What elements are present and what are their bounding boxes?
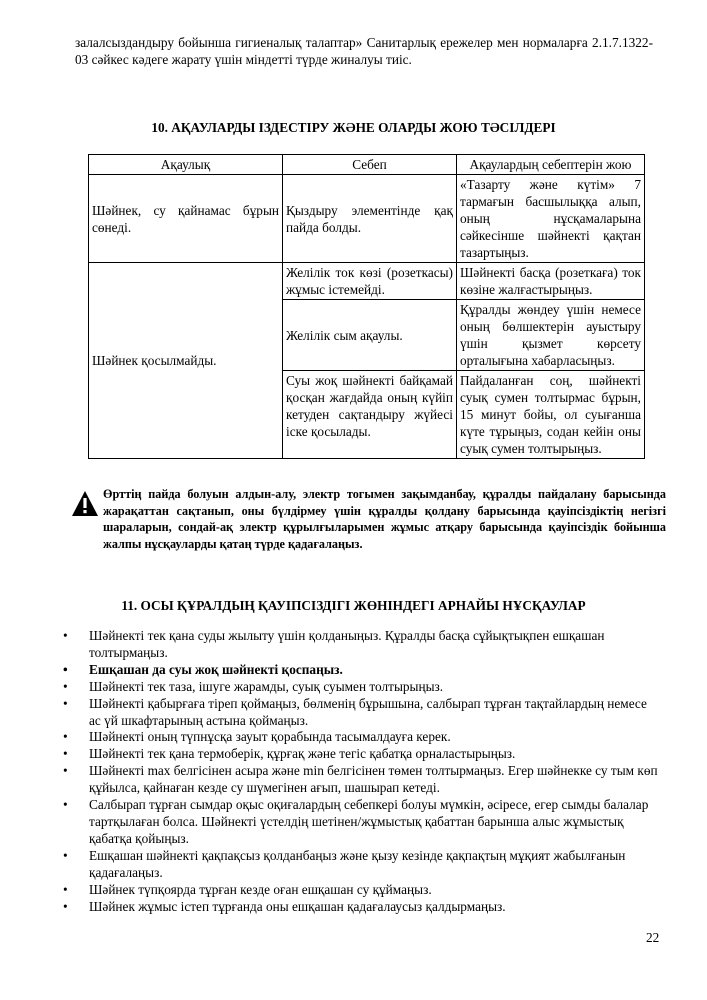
list-item-text: Шәйнек түпқоярда тұрған кезде оған ешқашан су құймаңыз.	[89, 881, 432, 897]
fault-cell: Шәйнек, су қайнамас бұрын сөнеді.	[89, 175, 283, 263]
list-item: • Шәйнек жұмыс істеп тұрғанда оны ешқашан қадағалаусыз қалдырмаңыз.	[63, 898, 506, 914]
header-cause: Себеп	[283, 155, 457, 175]
list-item: • Салбырап тұрған сымдар оқыс оқиғалардың себепкері болуы мүмкін, әсіресе, егер сымды балалар тартқылаған болса. Шәйнекті үстелдің шетінен/жұмыстық қабаттан барынша алыс жұмыстық қабатқа қойыңыз.	[63, 797, 649, 846]
safety-warning: Өрттің пайда болуын алдын-алу, электр тогымен зақымданбау, құралды пайдалану барысында жарақаттан сақтанып, оны бүлдірмеу үшін құралды қолдану барысында қауіпсіздіктің негізгі шараларын, сондай-ақ электр құрылғыларымен жұмыс атқару барысында қауіпсіздік бойынша жалпы нұсқауларды қатаң түрде қадағалаңыз.	[103, 487, 666, 551]
fix-cell: Пайдаланған соң, шәйнекті суық сумен толтырмас бұрын, 15 минут бойы, ол суығанша күте тұрыңыз, содан кейін оны суық сумен толтырыңыз.	[457, 371, 645, 459]
intro-paragraph: залалсыздандыру бойынша гигиеналық талаптар» Санитарлық ережелер мен нормаларға 2.1.7.1322-03 сәйкес кәдеге жарату үшін міндетті түрде жиналуы тиіс.	[75, 35, 653, 67]
list-item-text: Шәйнекті қабырғаға тіреп қоймаңыз, бөлменің бұрышына, салбырап тұрған тақтайлардың немесе ас үй шкафтарының астына қоймаңыз.	[89, 695, 647, 728]
cause-cell: Желілік ток көзі (розеткасы) жұмыс істемейді.	[283, 263, 457, 300]
list-item-text: Шәйнекті оның түпнұсқа зауыт қорабында тасымалдауға керек.	[89, 729, 451, 745]
page-number: 22	[646, 930, 660, 945]
list-item: • Шәйнекті max белгісінен асыра және min белгісінен төмен толтырмаңыз. Егер шәйнекке су тым көп құйылса, қайнаған кезде су шүмегінен ағып, шашырап кетеді.	[63, 763, 658, 796]
header-fix: Ақаулардың себептерін жою	[457, 155, 645, 175]
list-item-text: Шәйнекті тек таза, ішуге жарамды, суық суымен толтырыңыз.	[89, 678, 444, 694]
section-10-title: 10. АҚАУЛАРДЫ ІЗДЕСТІРУ ЖӘНЕ ОЛАРДЫ ЖОЮ ТӘСІЛДЕРІ	[151, 120, 556, 135]
cause-cell: Желілік сым ақаулы.	[283, 300, 457, 371]
fix-cell: Құралды жөндеу үшін немесе оның бөлшектерін ауыстыру үшін қызмет көрсету орталығына хабарласыңыз.	[457, 300, 645, 371]
list-item: • Ешқашан да суы жоқ шәйнекті қоспаңыз.	[63, 661, 343, 677]
list-item-text: Шәйнекті max белгісінен асыра және min белгісінен төмен толтырмаңыз. Егер шәйнекке су тым көп құйылса, қайнаған кезде су шүмегінен ағып, шашырап кетеді.	[89, 763, 658, 796]
list-item-text: Шәйнекті тек қана суды жылыту үшін қолданыңыз. Құралды басқа сұйықтықпен ешқашан толтырмаңыз.	[89, 628, 605, 660]
cause-cell: Қыздыру элементінде қақ пайда болды.	[283, 175, 457, 263]
cause-cell: Суы жоқ шәйнекті байқамай қосқан жағдайда оның күйіп кетуден сақтандыру жүйесі іске қосылады.	[283, 371, 457, 459]
list-item-text: Салбырап тұрған сымдар оқыс оқиғалардың себепкері болуы мүмкін, әсіресе, егер сымды балалар тартқылаған болса. Шәйнекті үстелдің шетінен/жұмыстық қабаттан барынша алыс жұмыстық қабатқа қойыңыз.	[89, 797, 649, 846]
list-item: • Шәйнекті тек қана термоберік, құрғақ және тегіс қабатқа орналастырыңыз.	[63, 746, 516, 762]
list-item-text: Шәйнекті тек қана термоберік, құрғақ және тегіс қабатқа орналастырыңыз.	[89, 746, 516, 762]
table-row	[89, 263, 645, 300]
fix-cell: «Тазарту және күтім» 7 тармағын басшылыққа алып, оның нұсқамаларына сәйкесінше шәйнекті қақтан тазартыңыз.	[457, 175, 645, 263]
list-item: • Шәйнекті тек қана суды жылыту үшін қолданыңыз. Құралды басқа сұйықтықпен ешқашан толтырмаңыз.	[63, 628, 605, 660]
header-fault: Ақаулық	[89, 155, 283, 175]
list-item: • Шәйнекті оның түпнұсқа зауыт қорабында тасымалдауға керек.	[63, 729, 451, 745]
list-item: • Шәйнекті қабырғаға тіреп қоймаңыз, бөлменің бұрышына, салбырап тұрған тақтайлардың немесе ас үй шкафтарының астына қоймаңыз.	[63, 695, 647, 728]
list-item-text: Ешқашан да суы жоқ шәйнекті қоспаңыз.	[89, 661, 343, 677]
warning-icon	[71, 490, 99, 518]
list-item: • Шәйнекті тек таза, ішуге жарамды, суық суымен толтырыңыз.	[63, 678, 444, 694]
list-item: • Шәйнек түпқоярда тұрған кезде оған ешқашан су құймаңыз.	[63, 881, 432, 897]
list-item-text: Шәйнек жұмыс істеп тұрғанда оны ешқашан қадағалаусыз қалдырмаңыз.	[89, 898, 506, 914]
fault-cell: Шәйнек қосылмайды.	[89, 263, 283, 459]
fix-cell: Шәйнекті басқа (розеткаға) ток көзіне жалғастырыңыз.	[457, 263, 645, 300]
troubleshooting-table	[88, 154, 645, 459]
safety-instructions-list	[63, 628, 660, 915]
table-header-row	[89, 155, 645, 175]
table-row	[89, 175, 645, 263]
list-item: • Ешқашан шәйнекті қақпақсыз қолданбаңыз және қызу кезінде қақпақтың мұқият жабылғанын қадағалаңыз.	[63, 847, 626, 880]
list-item-text: Ешқашан шәйнекті қақпақсыз қолданбаңыз және қызу кезінде қақпақтың мұқият жабылғанын қадағалаңыз.	[89, 847, 626, 880]
section-11-title: 11. ОСЫ ҚҰРАЛДЫҢ ҚАУІПСІЗДІГІ ЖӨНІНДЕГІ АРНАЙЫ НҰСҚАУЛАР	[121, 598, 586, 613]
